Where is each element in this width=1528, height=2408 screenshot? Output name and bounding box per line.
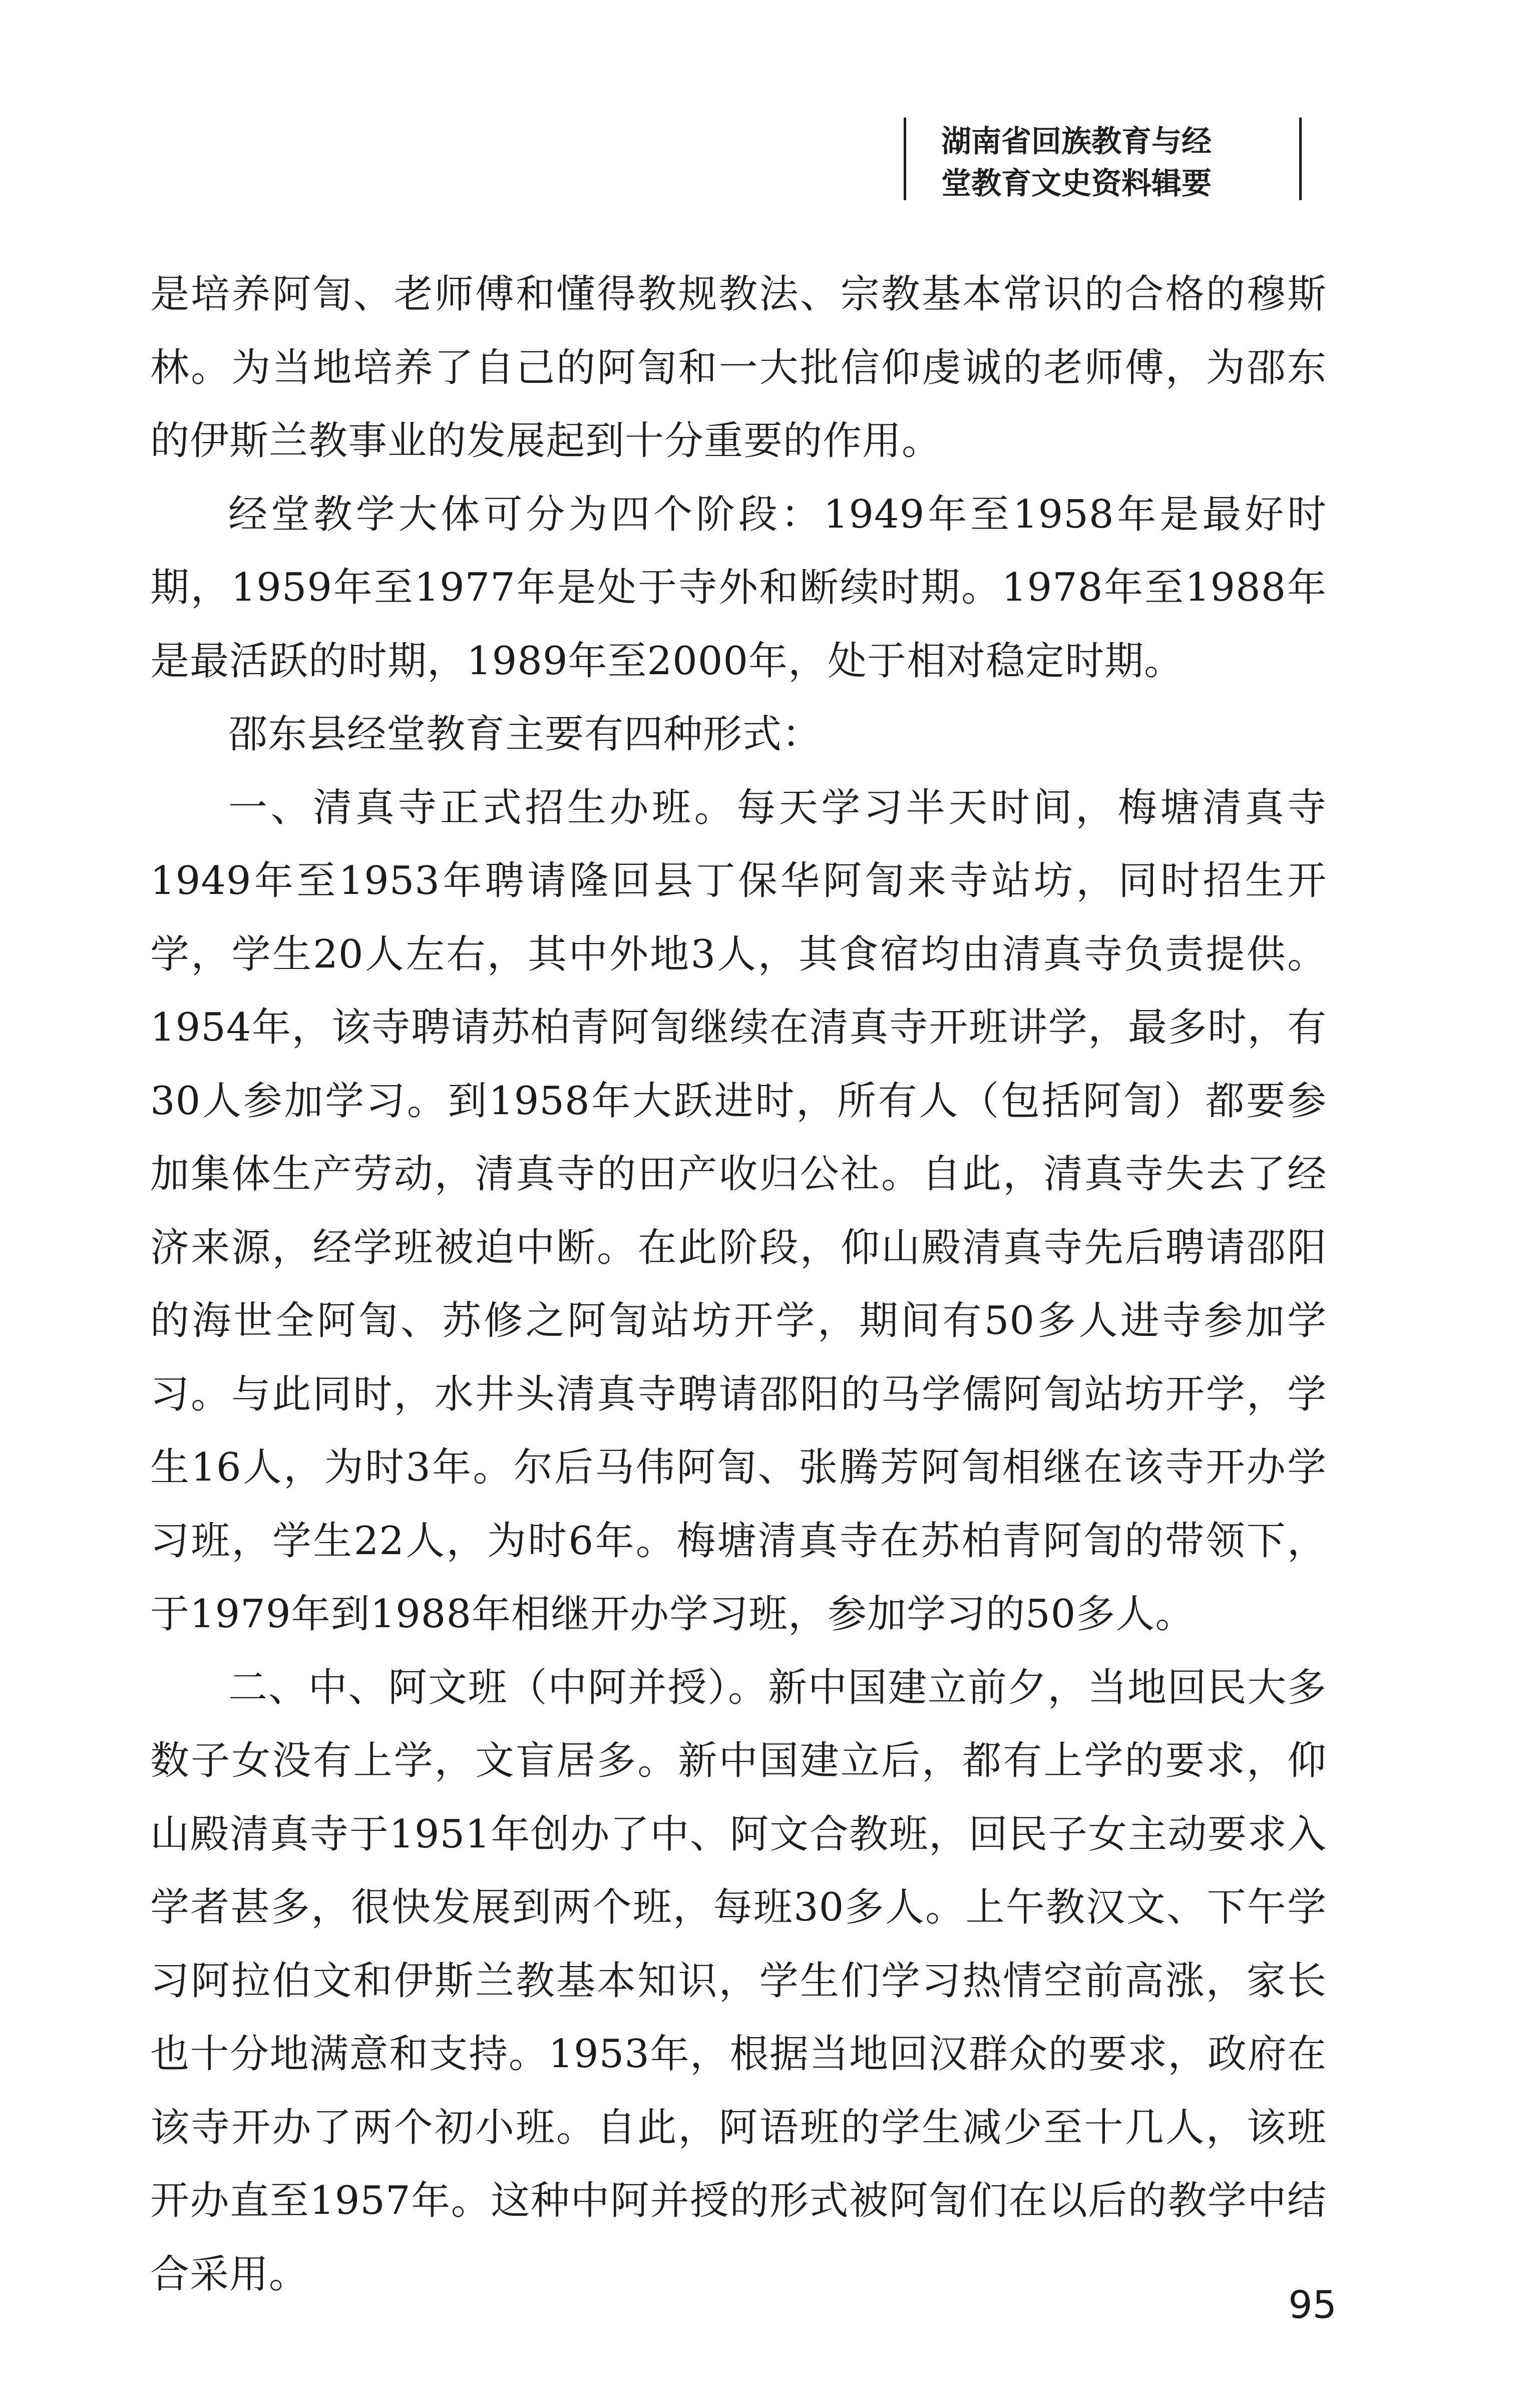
header-left-rule [904, 118, 906, 200]
paragraph-teaching-stages: 经堂教学大体可分为四个阶段：1949年至1958年是最好时期，1959年至1977年是处于寺外和断续时期。1978年至1988年是最活跃的时期，1989年至2000年，处于相对稳定时期。 [150, 492, 1327, 684]
header-title-line-2: 堂教育文史资料辑要 [941, 166, 1212, 201]
header-title-line-1: 湖南省回族教育与经 [941, 124, 1212, 159]
header-right-rule [1299, 118, 1302, 200]
paragraph-form-two: 二、中、阿文班（中阿并授）。新中国建立前夕，当地回民大多数子女没有上学，文盲居多。新中国建立后，都有上学的要求，仰山殿清真寺于1951年创办了中、阿文合教班，回民子女主动要求入学者甚多，很快发展到两个班，每班30多人。上午教汉文、下午学习阿拉伯文和伊斯兰教基本知识，学生们学习热情空前高涨，家长也十分地满意和支持。1953年，根据当地回汉群众的要求，政府在该寺开办了两个初小班。自此，阿语班的学生减少至十几人，该班开办直至1957年。这种中阿并授的形式被阿訇们在以后的教学中结合采用。 [150, 1665, 1327, 2297]
running-header [904, 118, 1334, 208]
main-text [150, 258, 1327, 2311]
page-number: 95 [1288, 2282, 1337, 2327]
running-header-title [941, 121, 1287, 205]
paragraph-form-one: 一、清真寺正式招生办班。每天学习半天时间，梅塘清真寺1949年至1953年聘请隆回县丁保华阿訇来寺站坊，同时招生开学，学生20人左右，其中外地3人，其食宿均由清真寺负责提供。1954年，该寺聘请苏柏青阿訇继续在清真寺开班讲学，最多时，有30人参加学习。到1958年大跃进时，所有人（包括阿訇）都要参加集体生产劳动，清真寺的田产收归公社。自此，清真寺失去了经济来源，经学班被迫中断。在此阶段，仰山殿清真寺先后聘请邵阳的海世全阿訇、苏修之阿訇站坊开学，期间有50多人进寺参加学习。与此同时，水井头清真寺聘请邵阳的马学儒阿訇站坊开学，学生16人，为时3年。尔后马伟阿訇、张腾芳阿訇相继在该寺开办学习班，学生22人，为时6年。梅塘清真寺在苏柏青阿訇的带领下，于1979年到1988年相继开办学习班，参加学习的50多人。 [150, 785, 1327, 1637]
paragraph-four-forms: 邵东县经堂教育主要有四种形式： [228, 712, 822, 757]
paragraph-continuation: 是培养阿訇、老师傅和懂得教规教法、宗教基本常识的合格的穆斯林。为当地培养了自己的阿訇和一大批信仰虔诚的老师傅，为邵东的伊斯兰教事业的发展起到十分重要的作用。 [150, 272, 1327, 463]
